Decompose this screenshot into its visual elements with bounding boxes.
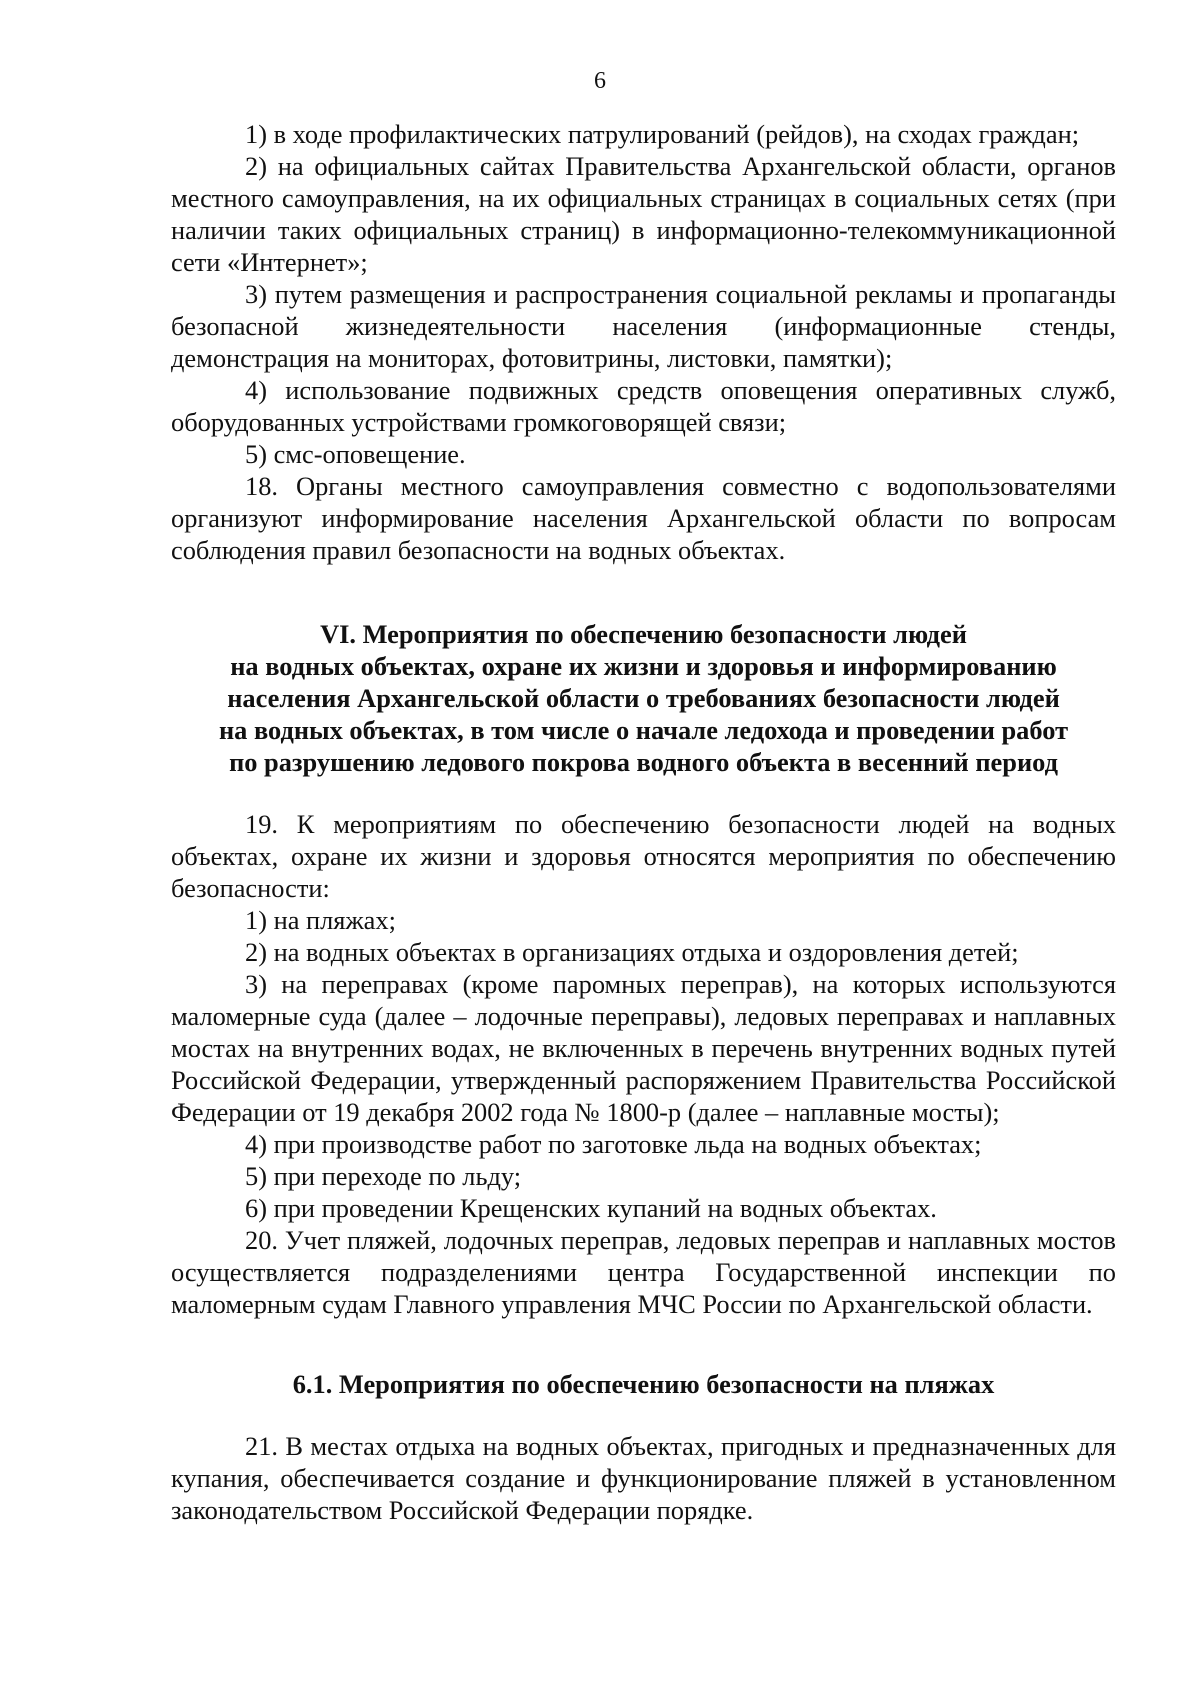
list-item-2: 2) на официальных сайтах Правительства Архангельской области, органов местного самоуправления, на их официальных страницах в социальных сетях (при наличии таких официальных страниц) в информационно-телекоммуникационной сети «Интернет»; bbox=[171, 151, 1116, 277]
list-item-5: 5) при переходе по льду; bbox=[245, 1161, 522, 1191]
section-gap bbox=[171, 778, 1116, 808]
list-item-1: 1) в ходе профилактических патрулирований (рейдов), на сходах граждан; bbox=[245, 119, 1080, 149]
section-gap bbox=[171, 1400, 1116, 1430]
page-number: 6 bbox=[594, 68, 606, 94]
subsection-6-1-title: 6.1. Мероприятия по обеспечению безопасности на пляжах bbox=[292, 1369, 995, 1399]
section-title-line: населения Архангельской области о требованиях безопасности людей bbox=[227, 683, 1060, 713]
list-item-2: 2) на водных объектах в организациях отдыха и оздоровления детей; bbox=[245, 937, 1019, 967]
list-item-5: 5) смс-оповещение. bbox=[245, 439, 466, 469]
section-title-line: на водных объектах, в том числе о начале ледохода и проведении работ bbox=[218, 715, 1069, 745]
paragraph-18: 18. Органы местного самоуправления совместно с водопользователями организуют информирование населения Архангельской области по вопросам соблюдения правил безопасности на водных объектах. bbox=[171, 471, 1116, 565]
section-title-line: VI. Мероприятия по обеспечению безопасности людей bbox=[320, 619, 967, 649]
list-item-6: 6) при проведении Крещенских купаний на водных объектах. bbox=[245, 1193, 937, 1223]
section-gap bbox=[171, 566, 1116, 618]
section-title-line: на водных объектах, охране их жизни и здоровья и информированию bbox=[230, 651, 1057, 681]
section-gap bbox=[171, 1320, 1116, 1368]
list-item-1: 1) на пляжах; bbox=[245, 905, 396, 935]
paragraph-20: 20. Учет пляжей, лодочных переправ, ледовых переправ и наплавных мостов осуществляется подразделениями центра Государственной инспекции по маломерным судам Главного управления МЧС России по Архангельской области. bbox=[171, 1225, 1116, 1319]
section-6-title bbox=[171, 618, 1116, 778]
list-item-4: 4) при производстве работ по заготовке льда на водных объектах; bbox=[245, 1129, 982, 1159]
document-body bbox=[171, 118, 1116, 1526]
paragraph-21: 21. В местах отдыха на водных объектах, пригодных и предназначенных для купания, обеспечивается создание и функционирование пляжей в установленном законодательством Российской Федерации порядке. bbox=[171, 1431, 1116, 1525]
list-item-3: 3) на переправах (кроме паромных переправ), на которых используются маломерные суда (далее – лодочные переправы), ледовых переправах и наплавных мостах на внутренних водах, не включенных в перечень внутренних водных путей Российской Федерации, утвержденный распоряжением Правительства Российской Федерации от 19 декабря 2002 года № 1800-р (далее – наплавные мосты); bbox=[171, 969, 1116, 1127]
list-item-4: 4) использование подвижных средств оповещения оперативных служб, оборудованных устройствами громкоговорящей связи; bbox=[171, 375, 1116, 437]
list-item-3: 3) путем размещения и распространения социальной рекламы и пропаганды безопасной жизнедеятельности населения (информационные стенды, демонстрация на мониторах, фотовитрины, листовки, памятки); bbox=[171, 279, 1116, 373]
section-title-line: по разрушению ледового покрова водного объекта в весенний период bbox=[229, 747, 1058, 777]
paragraph-19: 19. К мероприятиям по обеспечению безопасности людей на водных объектах, охране их жизни и здоровья относятся мероприятия по обеспечению безопасности: bbox=[171, 809, 1116, 903]
